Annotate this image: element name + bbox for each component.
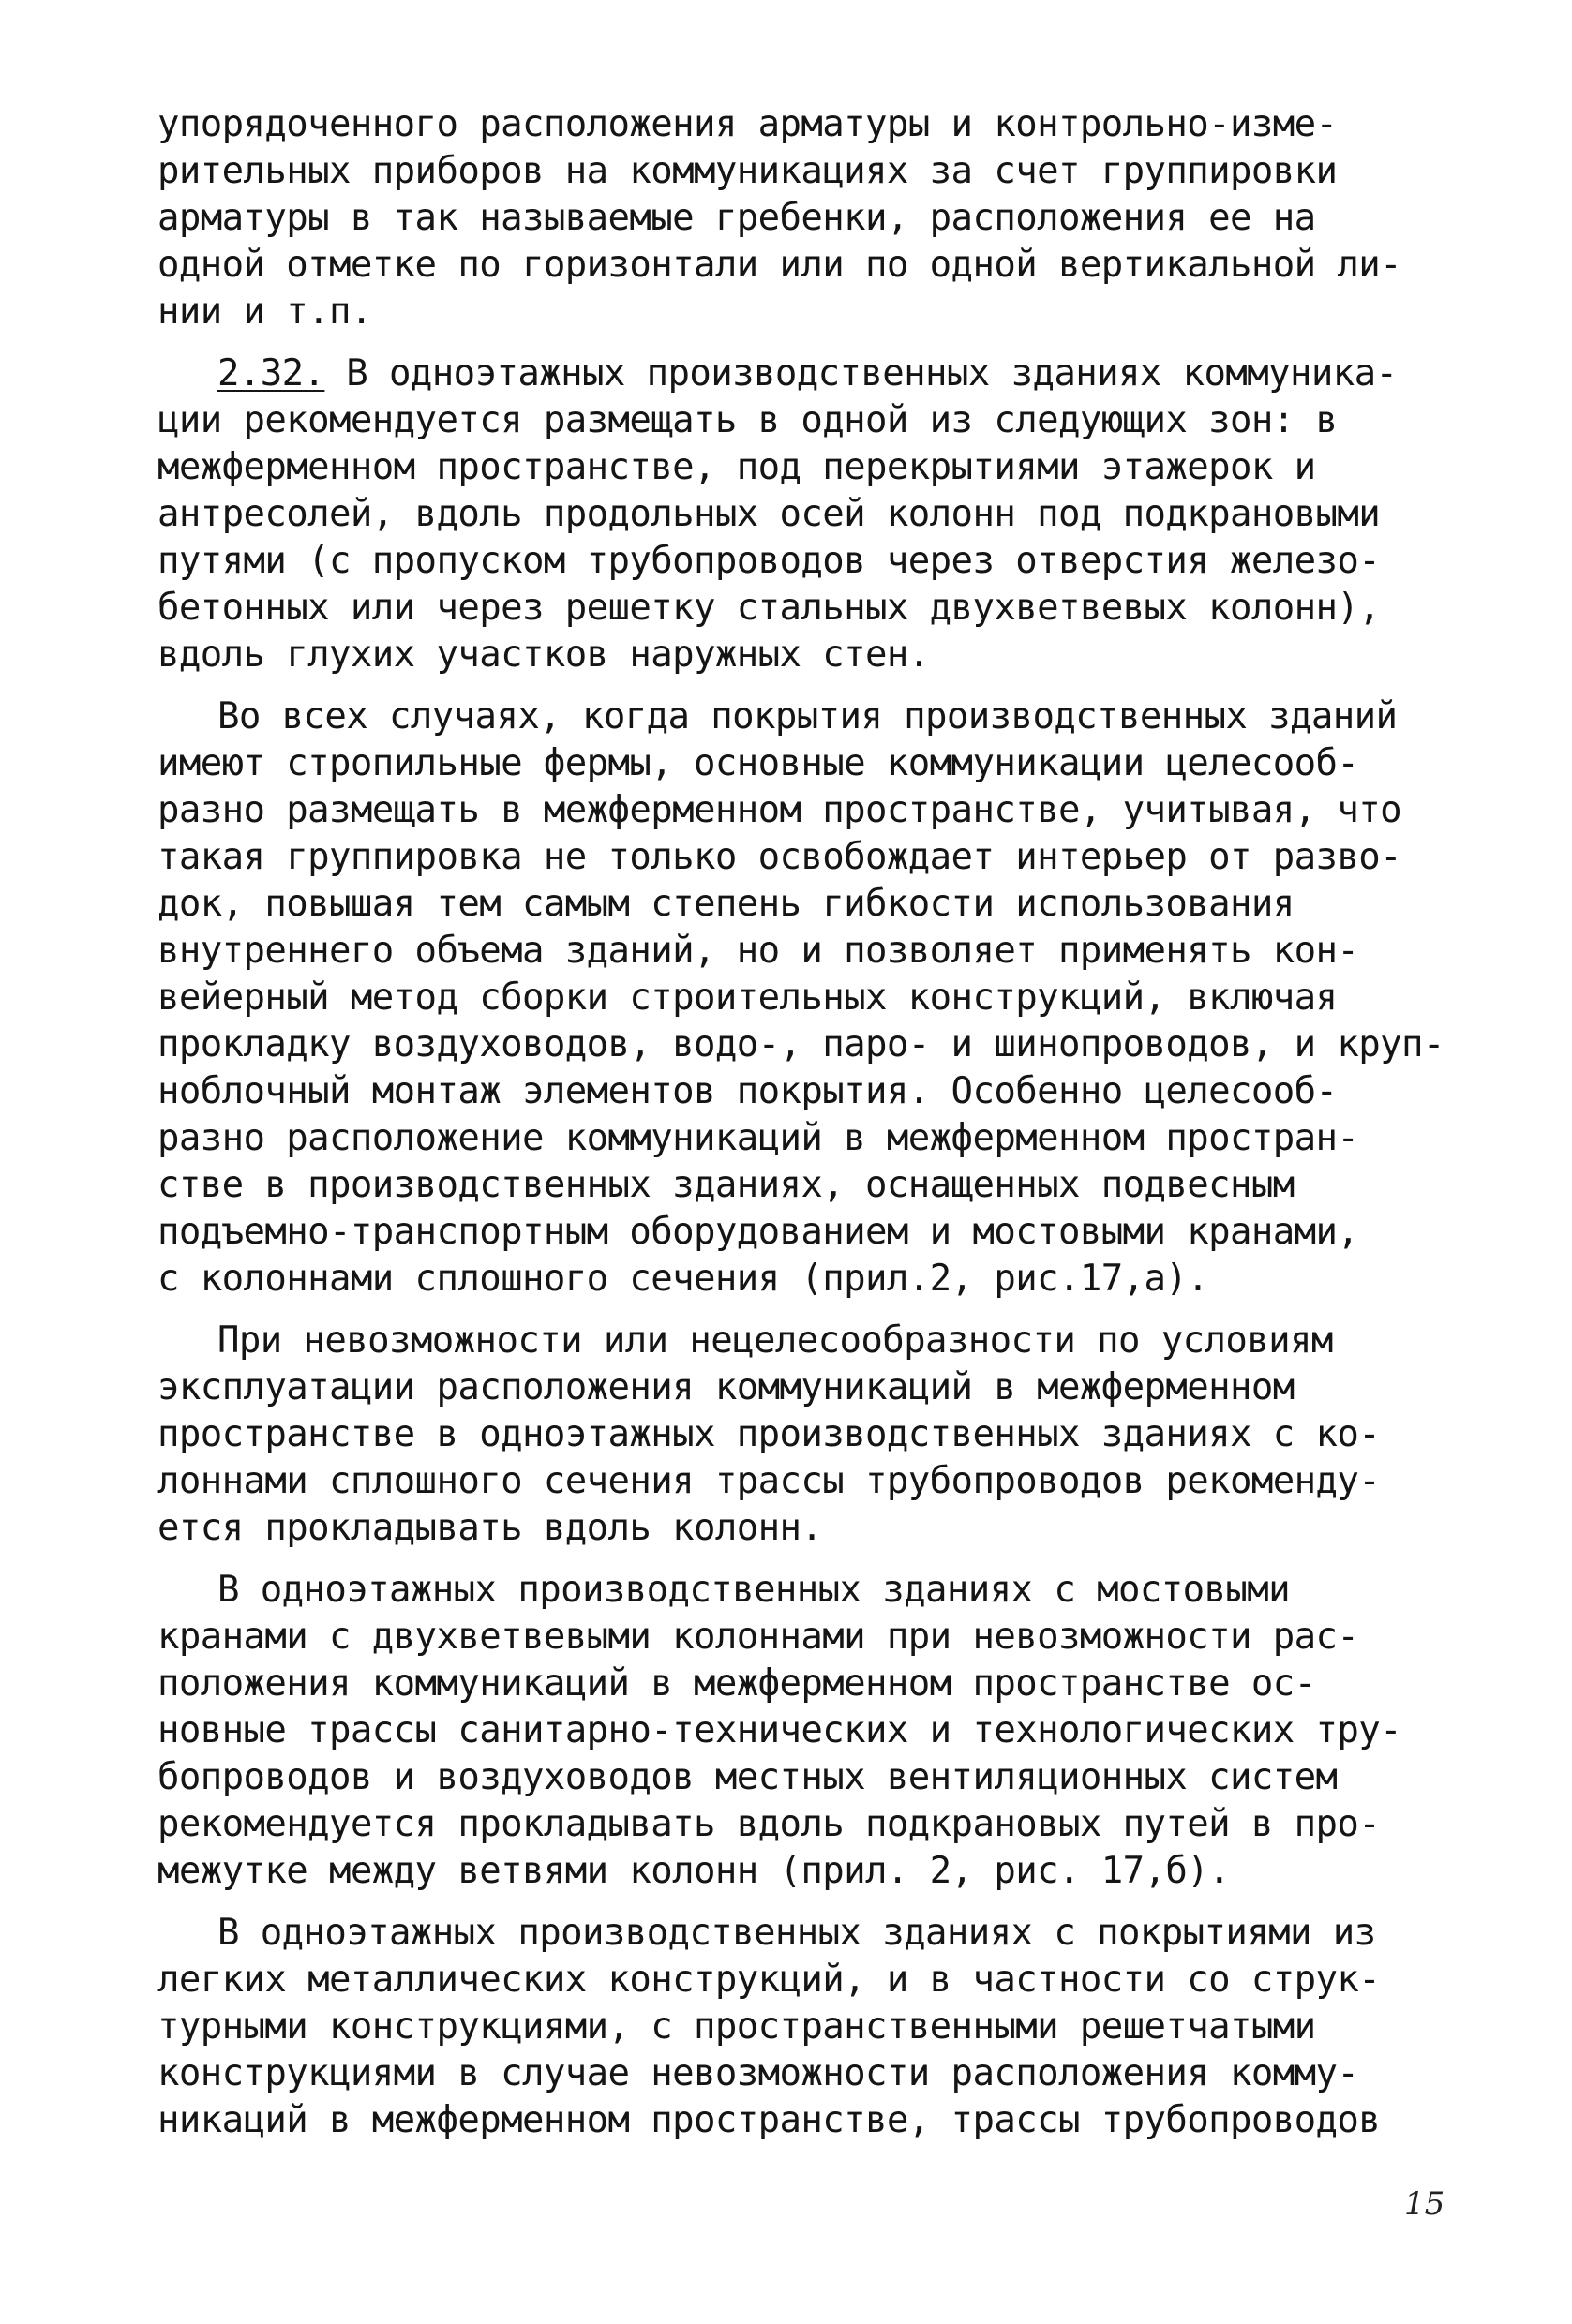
paragraph-continuation <box>157 101 1425 335</box>
paragraph-cranes <box>157 1567 1425 1895</box>
text-line: В одноэтажных производственных зданиях с покрытиями из <box>217 1912 1376 1954</box>
text-line: арматуры в так называемые гребенки, расположения ее на <box>157 197 1316 239</box>
text-line: бетонных или через решетку стальных двухветвевых колонн), <box>157 587 1381 629</box>
text-line: рительных приборов на коммуникациях за счет группировки <box>157 150 1338 192</box>
paragraph-section-2-32 <box>157 350 1425 678</box>
text-line: новные трассы санитарно-технических и технологических тру- <box>157 1709 1402 1751</box>
text-line: с колоннами сплошного сечения (прил.2, рис.17,а). <box>157 1258 1209 1300</box>
text-line: док, повышая тем самым степень гибкости использования <box>157 883 1295 925</box>
text-line: антресолей, вдоль продольных осей колонн под подкрановыми <box>157 493 1381 535</box>
text-line: При невозможности или нецелесообразности по условиям <box>217 1319 1333 1362</box>
body-text <box>157 101 1445 2144</box>
text-line: разно расположение коммуникаций в межферменном простран- <box>157 1117 1359 1159</box>
text-line: межферменном пространстве, под перекрытиями этажерок и <box>157 446 1316 488</box>
text-line: легких металлических конструкций, и в частности со струк- <box>157 1959 1381 2001</box>
text-line: никаций в межферменном пространстве, трассы трубопроводов <box>157 2099 1381 2141</box>
text-line: ции рекомендуется размещать в одной из следующих зон: в <box>157 399 1338 441</box>
text-line: Во всех случаях, когда покрытия производственных зданий <box>217 695 1398 737</box>
section-number: 2.32. <box>217 352 325 395</box>
text-line: подъемно-транспортным оборудованием и мостовыми кранами, <box>157 1211 1359 1253</box>
text-line: эксплуатации расположения коммуникаций в межферменном <box>157 1366 1295 1408</box>
text-line: ется прокладывать вдоль колонн. <box>157 1507 823 1549</box>
text-line: одной отметке по горизонтали или по одной вертикальной ли- <box>157 244 1402 286</box>
text-line: имеют стропильные фермы, основные коммуникации целесооб- <box>157 742 1359 784</box>
text-line: турными конструкциями, с пространственными решетчатыми <box>157 2005 1316 2048</box>
text-line: рекомендуется прокладывать вдоль подкрановых путей в про- <box>157 1803 1381 1845</box>
text-line: ноблочный монтаж элементов покрытия. Особенно целесооб- <box>157 1070 1338 1112</box>
text-line: пространстве в одноэтажных производственных зданиях с ко- <box>157 1413 1381 1455</box>
text-line: положения коммуникаций в межферменном пространстве ос- <box>157 1662 1316 1705</box>
text-line: стве в производственных зданиях, оснащенных подвесным <box>157 1164 1295 1206</box>
text-line: внутреннего объема зданий, но и позволяет применять кон- <box>157 930 1359 972</box>
paragraph-light-roofs <box>157 1910 1425 2144</box>
text-line: такая группировка не только освобождает интерьер от разво- <box>157 836 1402 878</box>
section-first-line: В одноэтажных производственных зданиях коммуника- <box>324 352 1398 395</box>
text-line: бопроводов и воздуховодов местных вентиляционных систем <box>157 1756 1338 1798</box>
text-line: конструкциями в случае невозможности расположения комму- <box>157 2052 1359 2094</box>
page-number: 15 <box>1404 2185 1445 2223</box>
text-line: кранами с двухветвевыми колоннами при невозможности рас- <box>157 1616 1359 1658</box>
paragraph-trusses <box>157 693 1445 1303</box>
text-line: вейерный метод сборки строительных конструкций, включая <box>157 976 1338 1019</box>
text-line: прокладку воздуховодов, водо-, паро- и шинопроводов, и круп- <box>157 1023 1445 1065</box>
text-line <box>157 350 1425 397</box>
text-line: нии и т.п. <box>157 290 372 333</box>
text-line: путями (с пропуском трубопроводов через отверстия железо- <box>157 540 1381 582</box>
text-line: вдоль глухих участков наружных стен. <box>157 633 930 676</box>
text-line: разно размещать в межферменном пространстве, учитывая, что <box>157 789 1402 831</box>
text-line: межутке между ветвями колонн (прил. 2, рис. 17,б). <box>157 1850 1230 1892</box>
text-line: упорядоченного расположения арматуры и контрольно-изме- <box>157 103 1338 145</box>
paragraph-columns <box>157 1318 1425 1552</box>
text-line: лоннами сплошного сечения трассы трубопроводов рекоменду- <box>157 1460 1381 1502</box>
text-line: В одноэтажных производственных зданиях с мостовыми <box>217 1569 1290 1611</box>
